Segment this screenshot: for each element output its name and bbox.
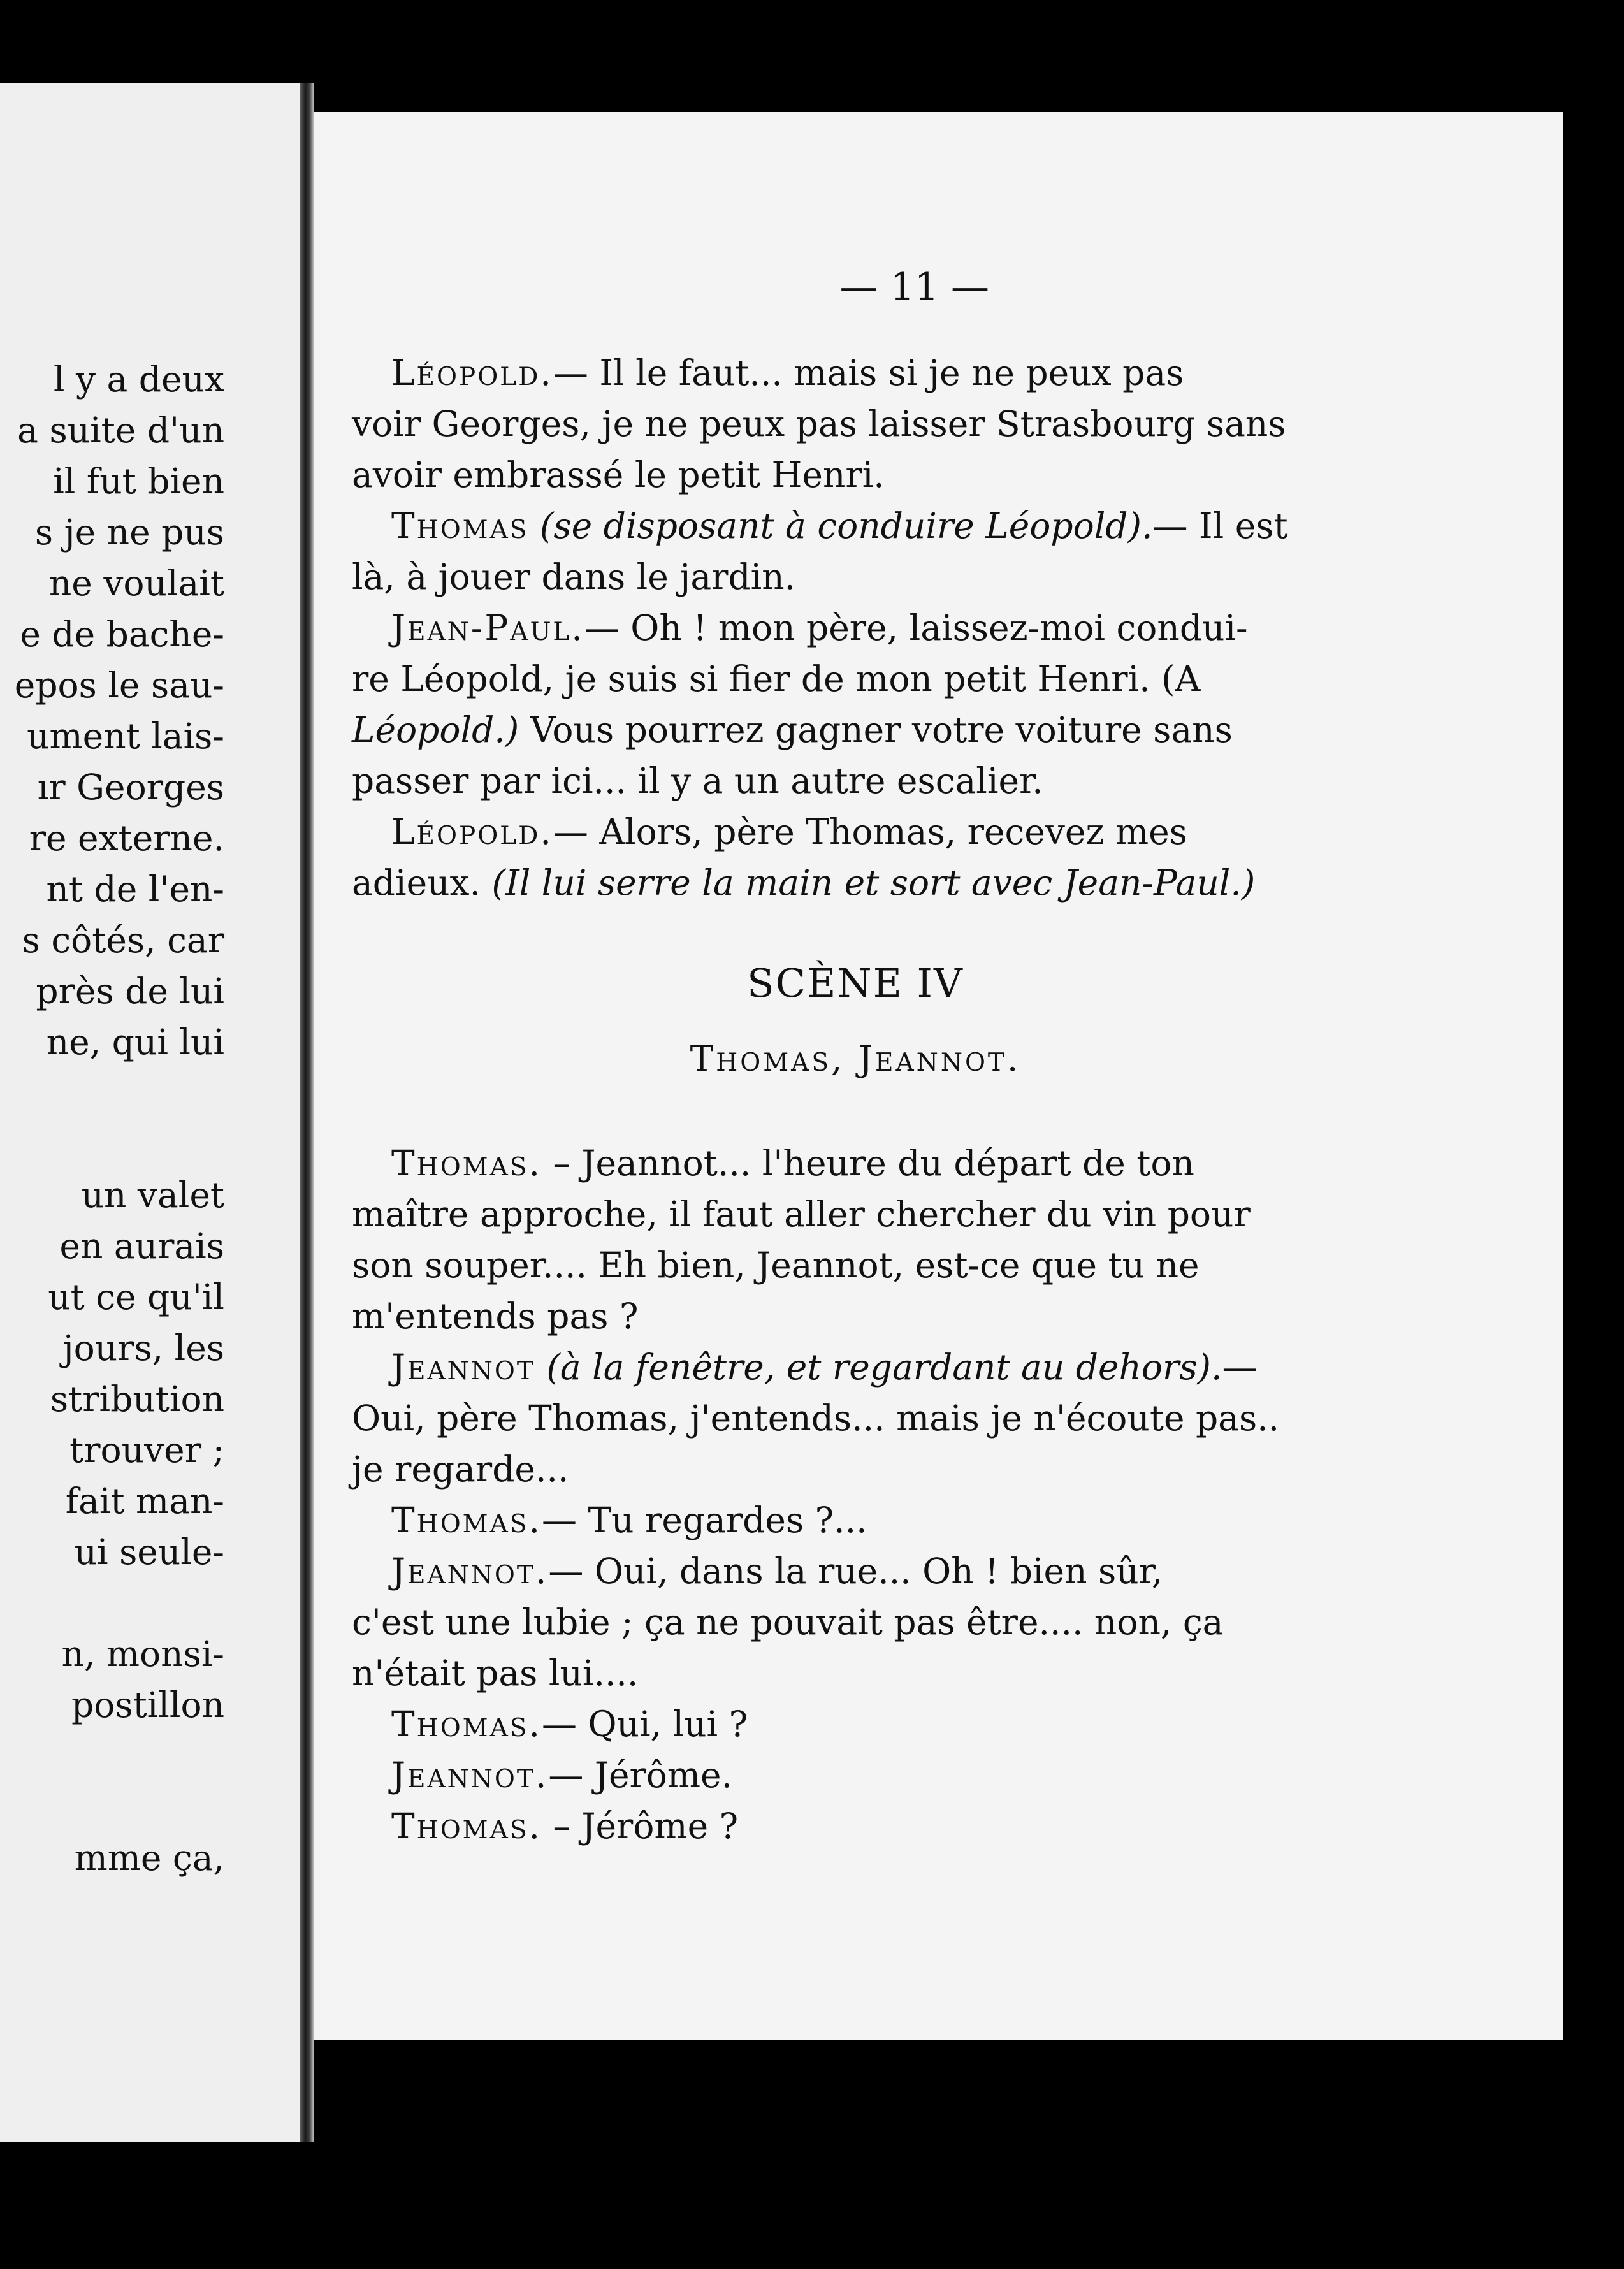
text-line: n'était pas lui.... xyxy=(352,1653,639,1693)
left-page-line: s côtés, car xyxy=(22,920,224,961)
text-line xyxy=(352,1342,1359,1393)
speaker-name: Thomas. xyxy=(391,1500,542,1540)
page-text xyxy=(352,347,1359,1852)
stage-direction: (à la fenêtre, et regardant au dehors). xyxy=(546,1347,1222,1388)
text-line xyxy=(352,857,1359,908)
text-line: re Léopold, je suis si fier de mon petit Henri. (A xyxy=(352,658,1201,699)
text-line: Oui, père Thomas, j'entends... mais je n'écoute pas.. xyxy=(352,1398,1280,1439)
dialogue-text: — Oui, dans la rue... Oh ! bien sûr, xyxy=(548,1551,1163,1591)
text-line xyxy=(352,1138,1359,1189)
left-page-line: un valet xyxy=(81,1175,224,1215)
text-line: passer par ici... il y a un autre escalier. xyxy=(352,760,1043,801)
speaker-name: Léopold. xyxy=(391,352,553,393)
speaker-name: Jeannot. xyxy=(391,1551,549,1591)
scene-cast: Thomas, Jeannot. xyxy=(690,1038,1021,1079)
left-page-line: mme ça, xyxy=(74,1838,224,1878)
left-page-line: n, monsi- xyxy=(61,1634,224,1674)
left-page-line: ır Georges xyxy=(37,767,224,808)
dialogue-text: — Il est xyxy=(1152,505,1288,546)
left-page-line: e de bache- xyxy=(20,614,224,655)
left-page-line: a suite d'un xyxy=(17,410,224,451)
text-line: m'entends pas ? xyxy=(352,1296,639,1337)
text-line: voir Georges, je ne peux pas laisser Strasbourg sans xyxy=(352,403,1286,444)
dialogue-text: — xyxy=(1222,1347,1258,1388)
left-page-line: epos le sau- xyxy=(14,665,224,706)
text-line xyxy=(352,806,1359,857)
left-page-line: trouver ; xyxy=(69,1430,224,1470)
speaker-name: Léopold. xyxy=(391,811,553,852)
text-line xyxy=(352,500,1359,551)
text-line: avoir embrassé le petit Henri. xyxy=(352,454,885,495)
text-line: son souper.... Eh bien, Jeannot, est-ce que tu ne xyxy=(352,1245,1200,1286)
text-line xyxy=(352,704,1359,755)
left-page-line: jours, les xyxy=(62,1328,224,1368)
book-gutter xyxy=(300,83,314,2142)
text-line xyxy=(352,1801,1359,1852)
left-page-line: ui seule- xyxy=(74,1532,224,1572)
text-line xyxy=(352,1699,1359,1750)
text-line xyxy=(352,1750,1359,1801)
text-line xyxy=(352,1495,1359,1546)
left-page-line: s je ne pus xyxy=(34,512,224,553)
left-page-line: ut ce qu'il xyxy=(48,1277,224,1317)
left-page-line: re externe. xyxy=(29,818,224,859)
text-line: là, à jouer dans le jardin. xyxy=(352,556,796,597)
text-line: c'est une lubie ; ça ne pouvait pas être.... non, ça xyxy=(352,1602,1224,1642)
scene-heading: SCÈNE IV xyxy=(747,960,964,1006)
left-page-fragment xyxy=(0,83,300,2142)
left-page-line: ne voulait xyxy=(48,563,224,604)
speaker-name: Jeannot. xyxy=(391,1755,549,1795)
dialogue-text: – Jeannot... l'heure du départ de ton xyxy=(541,1143,1194,1184)
stage-direction: (se disposant à conduire Léopold). xyxy=(539,505,1153,546)
speaker-name: Jeannot xyxy=(391,1347,535,1388)
left-page-line: fait man- xyxy=(65,1481,224,1521)
left-page-line: l y a deux xyxy=(53,359,224,400)
dialogue-text: Vous pourrez gagner votre voiture sans xyxy=(519,709,1233,750)
left-page-line: il fut bien xyxy=(53,461,224,502)
left-page-line: ument lais- xyxy=(27,716,224,757)
left-page-line: près de lui xyxy=(36,971,224,1011)
stage-direction: (Il lui serre la main et sort avec Jean-Paul.) xyxy=(491,862,1256,903)
speaker-name: Thomas. xyxy=(391,1806,542,1846)
dialogue-text: — Qui, lui ? xyxy=(541,1704,748,1744)
text-line: je regarde... xyxy=(352,1449,569,1490)
dialogue-text: — Oh ! mon père, laissez-moi condui- xyxy=(584,607,1248,648)
speaker-name: Thomas xyxy=(391,505,529,546)
left-page-line: stribution xyxy=(50,1379,224,1419)
text-line xyxy=(352,347,1359,398)
dialogue-text: — Tu regardes ?... xyxy=(541,1500,867,1540)
dialogue-text: — Jérôme. xyxy=(548,1755,733,1795)
text-line xyxy=(352,1546,1359,1597)
dialogue-text: — Il le faut... mais si je ne peux pas xyxy=(553,352,1184,393)
page-number: — 11 — xyxy=(839,265,989,309)
left-page-line: ne, qui lui xyxy=(46,1022,224,1062)
left-page-line: postillon xyxy=(71,1685,224,1725)
dialogue-text: — Alors, père Thomas, recevez mes xyxy=(553,811,1187,852)
stage-direction: Léopold.) xyxy=(352,709,519,750)
speaker-name: Jean-Paul. xyxy=(391,607,584,648)
left-page-line: en aurais xyxy=(59,1226,224,1266)
dialogue-text: – Jérôme ? xyxy=(541,1806,739,1846)
speaker-name: Thomas. xyxy=(391,1143,542,1184)
dialogue-text: adieux. xyxy=(352,862,492,903)
left-page-line: nt de l'en- xyxy=(46,869,224,910)
speaker-name: Thomas. xyxy=(391,1704,542,1744)
right-page xyxy=(314,112,1563,2040)
text-line: maître approche, il faut aller chercher du vin pour xyxy=(352,1194,1251,1235)
text-line xyxy=(352,602,1359,653)
